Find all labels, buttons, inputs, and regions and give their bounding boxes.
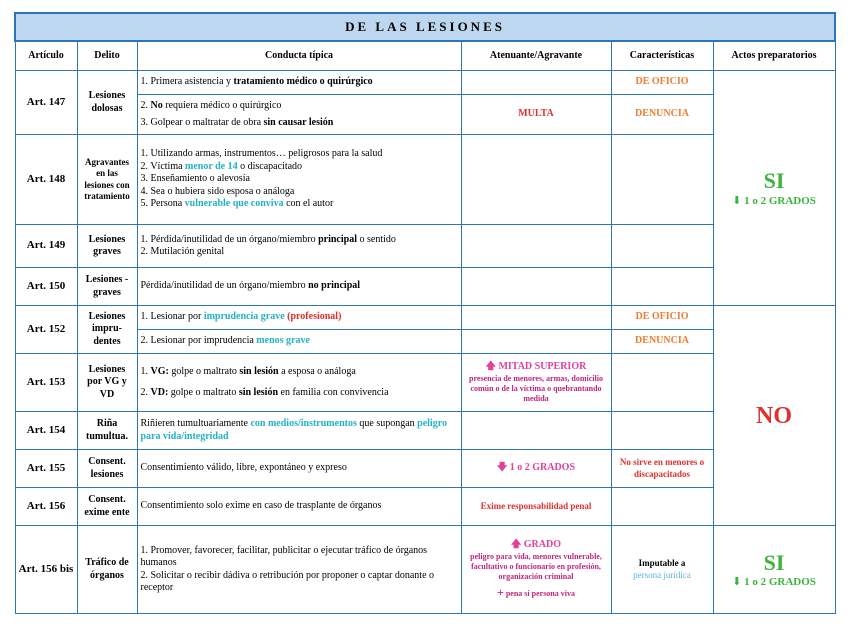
delito-147: Lesiones dolosas — [77, 71, 137, 135]
car-152-oficio: DE OFICIO — [611, 306, 713, 330]
car-153-empty — [611, 354, 713, 412]
text: 2. — [140, 386, 151, 398]
line: 3. Enseñamiento o alevosía — [140, 173, 250, 185]
car-147-oficio: DE OFICIO — [611, 71, 713, 95]
art-149: Art. 149 — [15, 225, 77, 268]
table-row — [15, 330, 835, 354]
actos-grados-156-bis — [732, 576, 816, 588]
text: golpe o maltrato — [168, 386, 239, 398]
table-row — [15, 225, 835, 268]
lesiones-table — [14, 12, 836, 614]
mitad-superior — [465, 361, 608, 374]
conducta-155: Consentimiento válido, libre, expontáneo y expreso — [137, 450, 461, 488]
text: a esposa o análoga — [278, 366, 356, 377]
text-bold: VD: — [150, 386, 169, 398]
atenuante-148-empty — [461, 135, 611, 225]
art-147: Art. 147 — [15, 71, 77, 135]
up-arrow-icon: 🡅 — [510, 539, 522, 551]
conducta-148 — [137, 135, 461, 225]
text: con el autor — [283, 198, 334, 210]
text: Pérdida/inutilidad de un órgano/miembro — [140, 280, 309, 292]
table-title: DE LAS LESIONES — [15, 13, 835, 41]
text: persona jurídica — [633, 569, 691, 580]
text-bold: sin lesión — [238, 386, 279, 398]
atenuante-147-empty — [461, 71, 611, 95]
table-row — [15, 488, 835, 526]
table-row — [15, 135, 835, 225]
text: 1 o 2 GRADOS — [509, 462, 576, 474]
header-conducta: Conducta típica — [137, 41, 461, 71]
car-154-empty — [611, 412, 713, 450]
delito-154: Riña tumultua. — [77, 412, 137, 450]
car-155: No sirve en menores o discapacitados — [611, 450, 713, 488]
grado — [465, 539, 608, 552]
text-bold: sin lesión — [239, 366, 279, 377]
title-row — [15, 13, 835, 41]
conducta-147-23 — [137, 95, 461, 135]
delito-148: Agravantes en las lesiones con tratamiento — [77, 135, 137, 225]
text: requiera médico o quirúrgico — [162, 100, 282, 111]
text: 1. Pérdida/inutilidad de un órgano/miembro — [140, 233, 319, 245]
car-147-denuncia: DENUNCIA — [611, 95, 713, 135]
text-cyan: menor de 14 — [185, 160, 238, 172]
header-delito: Delito — [77, 41, 137, 71]
line: 4. Sea o hubiera sido esposa o análoga — [140, 185, 295, 197]
text: 2. Víctima — [140, 160, 186, 172]
conducta-152-1 — [137, 306, 461, 330]
text: 2. — [140, 100, 151, 111]
car-149-empty — [611, 225, 713, 268]
pena-persona-viva — [465, 585, 608, 600]
delito-152: Lesiones impru- dentes — [77, 306, 137, 354]
table-row — [15, 450, 835, 488]
text-bold: principal — [318, 233, 357, 245]
header-caracteristicas: Características — [611, 41, 713, 71]
car-156-bis — [611, 526, 713, 614]
actos-si-156-bis: SI — [763, 549, 785, 575]
lesiones-table-sheet — [14, 12, 834, 614]
art-154: Art. 154 — [15, 412, 77, 450]
conducta-150 — [137, 268, 461, 306]
down-arrow-icon: ⬇ — [732, 576, 742, 589]
atenuante-153-detail: presencia de menores, armas, domicilio común o de la víctima o quebrantando medida — [469, 373, 603, 403]
text-cyan: peligro para vida/integridad — [140, 418, 447, 442]
header-articulo: Artículo — [15, 41, 77, 71]
atenuante-147-multa: MULTA — [461, 95, 611, 135]
actos-si: SI — [763, 168, 785, 194]
delito-156: Consent. exime ente — [77, 488, 137, 526]
actos-si-grados — [732, 195, 816, 207]
delito-150: Lesiones - graves — [77, 268, 137, 306]
art-153: Art. 153 — [15, 354, 77, 412]
text-bold: no principal — [308, 280, 361, 292]
atenuante-152-empty-2 — [461, 330, 611, 354]
header-actos: Actos preparatorios — [713, 41, 835, 71]
car-152-denuncia: DENUNCIA — [611, 330, 713, 354]
text-bold: sin causar lesión — [263, 116, 334, 128]
conducta-153 — [137, 354, 461, 412]
grados-text: 1 o 2 GRADOS — [744, 194, 816, 207]
down-arrow-icon: 🡇 — [496, 462, 508, 474]
table-row — [15, 354, 835, 412]
art-152: Art. 152 — [15, 306, 77, 354]
text: MITAD SUPERIOR — [498, 361, 587, 373]
text: pena si persona viva — [505, 588, 575, 598]
line: 1. Utilizando armas, instrumentos… peligrosos para la salud — [140, 148, 383, 160]
atenuante-154-empty — [461, 412, 611, 450]
text-bold: No — [150, 100, 163, 111]
atenuante-152-empty — [461, 306, 611, 330]
actos-no-block — [713, 306, 835, 526]
conducta-156: Consentimiento solo exime en caso de trasplante de órganos — [137, 488, 461, 526]
delito-155: Consent. lesiones — [77, 450, 137, 488]
text: 1. — [140, 366, 151, 377]
atenuante-153 — [461, 354, 611, 412]
text: 1. Primera asistencia y — [140, 76, 234, 88]
text: Riñieren tumultuariamente — [140, 418, 251, 429]
table-row — [15, 95, 835, 135]
actos-156-bis — [713, 526, 835, 614]
table-row — [15, 526, 835, 614]
text-bold: VG: — [150, 366, 169, 377]
atenuante-149-empty — [461, 225, 611, 268]
art-156-bis: Art. 156 bis — [15, 526, 77, 614]
text: 3. Golpear o maltratar de obra — [140, 116, 264, 128]
delito-153: Lesiones por VG y VD — [77, 354, 137, 412]
text: en familia con convivencia — [278, 386, 389, 398]
line: 2. Solicitar o recibir dádiva o retribución por proponer o captar donante o receptor — [140, 569, 435, 593]
text: o discapacitado — [237, 160, 303, 172]
text: golpe o maltrato — [168, 366, 240, 377]
car-156-empty — [611, 488, 713, 526]
table-row — [15, 268, 835, 306]
atenuante-156-bis-detail: peligro para vida, menores vulnerable, facultativo o funcionario en profesión, organización criminal — [470, 551, 602, 581]
line: 2. Mutilación genital — [140, 246, 225, 257]
text-red: (profesional) — [284, 311, 342, 323]
table-row — [15, 412, 835, 450]
atenuante-156-bis — [461, 526, 611, 614]
text: 2. Lesionar por imprudencia — [140, 335, 257, 347]
text-bold: tratamiento médico o quirúrgico — [233, 76, 373, 88]
atenuante-155 — [461, 450, 611, 488]
art-150: Art. 150 — [15, 268, 77, 306]
art-156: Art. 156 — [15, 488, 77, 526]
conducta-152-2 — [137, 330, 461, 354]
down-arrow-icon: ⬇ — [732, 194, 742, 207]
text-cyan: vulnerable que conviva — [184, 198, 284, 210]
text: o sentido — [356, 233, 396, 245]
actos-no: NO — [756, 402, 793, 429]
conducta-149 — [137, 225, 461, 268]
car-148-empty — [611, 135, 713, 225]
text: 1. Lesionar por — [140, 311, 204, 323]
delito-149: Lesiones graves — [77, 225, 137, 268]
header-row — [15, 41, 835, 71]
grados-text: 1 o 2 GRADOS — [744, 576, 816, 589]
text-cyan: con medios/instrumentos — [250, 418, 357, 429]
text: GRADO — [523, 539, 561, 551]
conducta-147-1 — [137, 71, 461, 95]
plus-icon: + — [497, 584, 504, 599]
delito-156-bis: Tráfico de órganos — [77, 526, 137, 614]
art-155: Art. 155 — [15, 450, 77, 488]
text: 5. Persona — [140, 198, 185, 210]
table-row — [15, 71, 835, 95]
text: Imputable a — [638, 558, 686, 569]
text-cyan: imprudencia grave — [203, 311, 285, 323]
up-arrow-icon: 🡅 — [485, 361, 496, 373]
conducta-154 — [137, 412, 461, 450]
art-148: Art. 148 — [15, 135, 77, 225]
header-atenuante: Atenuante/Agravante — [461, 41, 611, 71]
line: 1. Promover, favorecer, facilitar, publicitar o ejecutar tráfico de órganos humanos — [140, 544, 428, 568]
car-150-empty — [611, 268, 713, 306]
atenuante-156: Exime responsabilidad penal — [461, 488, 611, 526]
text: que supongan — [356, 418, 418, 429]
table-row — [15, 306, 835, 330]
actos-si-block — [713, 71, 835, 306]
atenuante-150-empty — [461, 268, 611, 306]
conducta-156-bis — [137, 526, 461, 614]
text-cyan: menos grave — [256, 335, 310, 347]
